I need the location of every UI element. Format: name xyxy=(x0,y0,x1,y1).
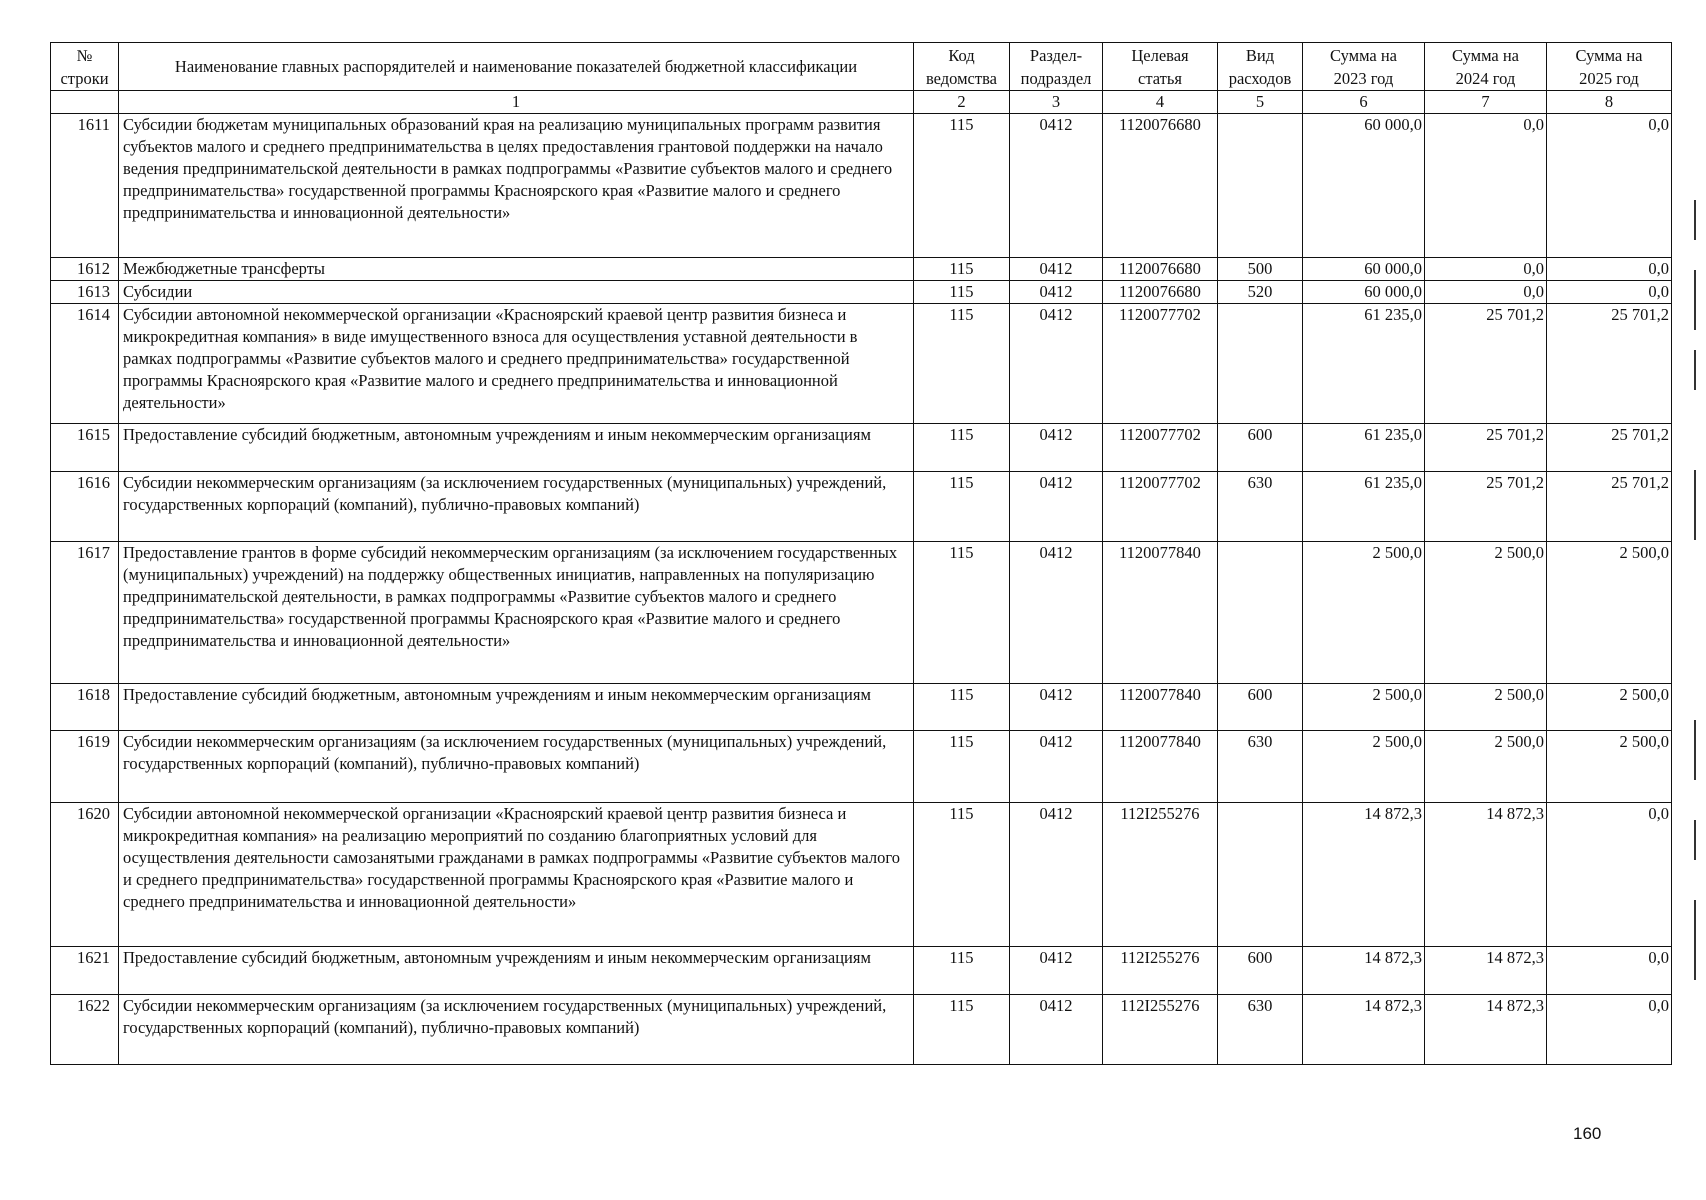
table-row xyxy=(51,995,1672,1065)
row-sum-2024: 14 872,3 xyxy=(1425,803,1547,947)
row-name: Субсидии некоммерческим организациям (за исключением государственных (муниципальных) учреждений, государственных корпораций (компаний), публично-правовых компаний) xyxy=(119,731,914,803)
row-sum-2023: 2 500,0 xyxy=(1303,731,1425,803)
row-name: Предоставление субсидий бюджетным, автономным учреждениям и иным некоммерческим организациям xyxy=(119,424,914,472)
row-number: 1613 xyxy=(51,281,119,304)
row-dept-code: 115 xyxy=(914,542,1010,684)
binding-mark xyxy=(1694,200,1696,240)
row-sum-2024: 0,0 xyxy=(1425,258,1547,281)
row-name: Субсидии xyxy=(119,281,914,304)
header-sum-2025: Сумма на 2025 год xyxy=(1547,43,1672,91)
row-target: 1120077840 xyxy=(1103,542,1218,684)
row-section: 0412 xyxy=(1010,947,1103,995)
header-sum-2024: Сумма на 2024 год xyxy=(1425,43,1547,91)
row-expense-type: 600 xyxy=(1218,684,1303,731)
row-expense-type: 520 xyxy=(1218,281,1303,304)
row-number: 1622 xyxy=(51,995,119,1065)
row-expense-type: 600 xyxy=(1218,424,1303,472)
row-dept-code: 115 xyxy=(914,281,1010,304)
binding-mark xyxy=(1694,270,1696,330)
row-target: 1120076680 xyxy=(1103,281,1218,304)
row-expense-type: 630 xyxy=(1218,731,1303,803)
row-sum-2024: 2 500,0 xyxy=(1425,542,1547,684)
table-row xyxy=(51,281,1672,304)
row-number: 1612 xyxy=(51,258,119,281)
row-dept-code: 115 xyxy=(914,424,1010,472)
row-sum-2023: 2 500,0 xyxy=(1303,542,1425,684)
row-sum-2024: 25 701,2 xyxy=(1425,472,1547,542)
row-sum-2024: 0,0 xyxy=(1425,281,1547,304)
row-sum-2025: 2 500,0 xyxy=(1547,542,1672,684)
column-number: 8 xyxy=(1547,91,1672,114)
row-target: 112I255276 xyxy=(1103,803,1218,947)
row-sum-2025: 2 500,0 xyxy=(1547,731,1672,803)
row-dept-code: 115 xyxy=(914,995,1010,1065)
row-sum-2025: 25 701,2 xyxy=(1547,472,1672,542)
row-sum-2025: 25 701,2 xyxy=(1547,304,1672,424)
row-sum-2023: 61 235,0 xyxy=(1303,472,1425,542)
row-sum-2024: 14 872,3 xyxy=(1425,995,1547,1065)
row-name: Предоставление субсидий бюджетным, автономным учреждениям и иным некоммерческим организациям xyxy=(119,947,914,995)
row-sum-2025: 25 701,2 xyxy=(1547,424,1672,472)
row-section: 0412 xyxy=(1010,114,1103,258)
binding-mark xyxy=(1694,900,1696,980)
row-sum-2025: 0,0 xyxy=(1547,281,1672,304)
binding-mark xyxy=(1694,350,1696,390)
row-sum-2024: 14 872,3 xyxy=(1425,947,1547,995)
row-sum-2024: 2 500,0 xyxy=(1425,684,1547,731)
table-row xyxy=(51,684,1672,731)
row-target: 1120076680 xyxy=(1103,258,1218,281)
row-sum-2023: 61 235,0 xyxy=(1303,304,1425,424)
row-dept-code: 115 xyxy=(914,803,1010,947)
row-sum-2025: 2 500,0 xyxy=(1547,684,1672,731)
row-expense-type: 600 xyxy=(1218,947,1303,995)
row-dept-code: 115 xyxy=(914,684,1010,731)
header-section: Раздел-подраздел xyxy=(1010,43,1103,91)
column-number: 2 xyxy=(914,91,1010,114)
row-expense-type: 630 xyxy=(1218,995,1303,1065)
row-sum-2023: 60 000,0 xyxy=(1303,114,1425,258)
row-section: 0412 xyxy=(1010,258,1103,281)
row-section: 0412 xyxy=(1010,803,1103,947)
column-number xyxy=(51,91,119,114)
row-sum-2025: 0,0 xyxy=(1547,803,1672,947)
row-section: 0412 xyxy=(1010,542,1103,684)
row-number: 1615 xyxy=(51,424,119,472)
budget-sheet xyxy=(50,42,1672,1065)
row-sum-2024: 25 701,2 xyxy=(1425,304,1547,424)
header-row-no: № строки xyxy=(51,43,119,91)
row-dept-code: 115 xyxy=(914,947,1010,995)
row-target: 1120077840 xyxy=(1103,684,1218,731)
row-sum-2023: 60 000,0 xyxy=(1303,281,1425,304)
table-row xyxy=(51,472,1672,542)
binding-mark xyxy=(1694,720,1696,780)
table-row xyxy=(51,424,1672,472)
column-number: 1 xyxy=(119,91,914,114)
row-number: 1618 xyxy=(51,684,119,731)
row-sum-2025: 0,0 xyxy=(1547,258,1672,281)
row-dept-code: 115 xyxy=(914,472,1010,542)
row-section: 0412 xyxy=(1010,424,1103,472)
row-expense-type xyxy=(1218,114,1303,258)
table-row xyxy=(51,258,1672,281)
row-target: 1120076680 xyxy=(1103,114,1218,258)
row-sum-2023: 14 872,3 xyxy=(1303,995,1425,1065)
row-sum-2023: 14 872,3 xyxy=(1303,803,1425,947)
row-sum-2023: 2 500,0 xyxy=(1303,684,1425,731)
row-name: Субсидии некоммерческим организациям (за исключением государственных (муниципальных) учреждений, государственных корпораций (компаний), публично-правовых компаний) xyxy=(119,995,914,1065)
row-target: 1120077702 xyxy=(1103,304,1218,424)
row-target: 112I255276 xyxy=(1103,947,1218,995)
row-name: Субсидии автономной некоммерческой организации «Красноярский краевой центр развития бизнеса и микрокредитная компания» на реализацию мероприятий по созданию благоприятных условий для осуществления деятельности самозанятыми гражданами в рамках подпрограммы «Развитие субъектов малого и среднего предпринимательства» государственной программы Красноярского края «Развитие малого и среднего предпринимательства и инновационной деятельности» xyxy=(119,803,914,947)
column-number: 7 xyxy=(1425,91,1547,114)
row-name: Предоставление субсидий бюджетным, автономным учреждениям и иным некоммерческим организациям xyxy=(119,684,914,731)
header-name: Наименование главных распорядителей и наименование показателей бюджетной классификации xyxy=(119,43,914,91)
row-sum-2023: 60 000,0 xyxy=(1303,258,1425,281)
row-section: 0412 xyxy=(1010,304,1103,424)
row-sum-2025: 0,0 xyxy=(1547,114,1672,258)
row-dept-code: 115 xyxy=(914,304,1010,424)
table-row xyxy=(51,803,1672,947)
row-section: 0412 xyxy=(1010,684,1103,731)
table-row xyxy=(51,947,1672,995)
row-section: 0412 xyxy=(1010,731,1103,803)
page-number: 160 xyxy=(1573,1124,1602,1143)
header-expense-type: Вид расходов xyxy=(1218,43,1303,91)
row-number: 1616 xyxy=(51,472,119,542)
row-sum-2023: 61 235,0 xyxy=(1303,424,1425,472)
row-target: 1120077702 xyxy=(1103,424,1218,472)
budget-table xyxy=(50,42,1672,1065)
row-number: 1611 xyxy=(51,114,119,258)
binding-mark xyxy=(1694,820,1696,860)
table-row xyxy=(51,114,1672,258)
row-name: Предоставление грантов в форме субсидий некоммерческим организациям (за исключением государственных (муниципальных) учреждений) на поддержку общественных инициатив, направленных на популяризацию предпринимательской деятельности, в рамках подпрограммы «Развитие субъектов малого и среднего предпринимательства» государственной программы Красноярского края «Развитие малого и среднего предпринимательства и инновационной деятельности» xyxy=(119,542,914,684)
row-sum-2025: 0,0 xyxy=(1547,947,1672,995)
row-dept-code: 115 xyxy=(914,114,1010,258)
row-expense-type xyxy=(1218,542,1303,684)
row-number: 1619 xyxy=(51,731,119,803)
row-expense-type: 630 xyxy=(1218,472,1303,542)
row-dept-code: 115 xyxy=(914,731,1010,803)
row-target: 112I255276 xyxy=(1103,995,1218,1065)
row-number: 1620 xyxy=(51,803,119,947)
column-number: 4 xyxy=(1103,91,1218,114)
row-sum-2024: 25 701,2 xyxy=(1425,424,1547,472)
row-expense-type xyxy=(1218,803,1303,947)
header-dept-code: Код ведомства xyxy=(914,43,1010,91)
row-number: 1614 xyxy=(51,304,119,424)
row-target: 1120077702 xyxy=(1103,472,1218,542)
row-number: 1617 xyxy=(51,542,119,684)
row-sum-2024: 0,0 xyxy=(1425,114,1547,258)
table-row xyxy=(51,731,1672,803)
row-number: 1621 xyxy=(51,947,119,995)
table-row xyxy=(51,542,1672,684)
row-name: Субсидии автономной некоммерческой организации «Красноярский краевой центр развития бизнеса и микрокредитная компания» в виде имущественного взноса для осуществления уставной деятельности в рамках подпрограммы «Развитие субъектов малого и среднего предпринимательства» государственной программы Красноярского края «Развитие малого и среднего предпринимательства и инновационной деятельности» xyxy=(119,304,914,424)
column-number: 3 xyxy=(1010,91,1103,114)
column-number: 6 xyxy=(1303,91,1425,114)
binding-mark xyxy=(1694,470,1696,540)
row-section: 0412 xyxy=(1010,281,1103,304)
row-section: 0412 xyxy=(1010,472,1103,542)
row-name: Субсидии бюджетам муниципальных образований края на реализацию муниципальных программ развития субъектов малого и среднего предпринимательства в целях предоставления грантовой поддержки на начало ведения предпринимательской деятельности в рамках подпрограммы «Развитие субъектов малого и среднего предпринимательства» государственной программы Красноярского края «Развитие малого и среднего предпринимательства и инновационной деятельности» xyxy=(119,114,914,258)
row-sum-2025: 0,0 xyxy=(1547,995,1672,1065)
row-expense-type xyxy=(1218,304,1303,424)
table-row xyxy=(51,304,1672,424)
header-sum-2023: Сумма на 2023 год xyxy=(1303,43,1425,91)
column-number-row xyxy=(51,91,1672,114)
row-target: 1120077840 xyxy=(1103,731,1218,803)
row-expense-type: 500 xyxy=(1218,258,1303,281)
row-dept-code: 115 xyxy=(914,258,1010,281)
row-name: Межбюджетные трансферты xyxy=(119,258,914,281)
header-row xyxy=(51,43,1672,91)
header-target: Целевая статья xyxy=(1103,43,1218,91)
row-name: Субсидии некоммерческим организациям (за исключением государственных (муниципальных) учреждений, государственных корпораций (компаний), публично-правовых компаний) xyxy=(119,472,914,542)
row-sum-2024: 2 500,0 xyxy=(1425,731,1547,803)
row-section: 0412 xyxy=(1010,995,1103,1065)
row-sum-2023: 14 872,3 xyxy=(1303,947,1425,995)
column-number: 5 xyxy=(1218,91,1303,114)
